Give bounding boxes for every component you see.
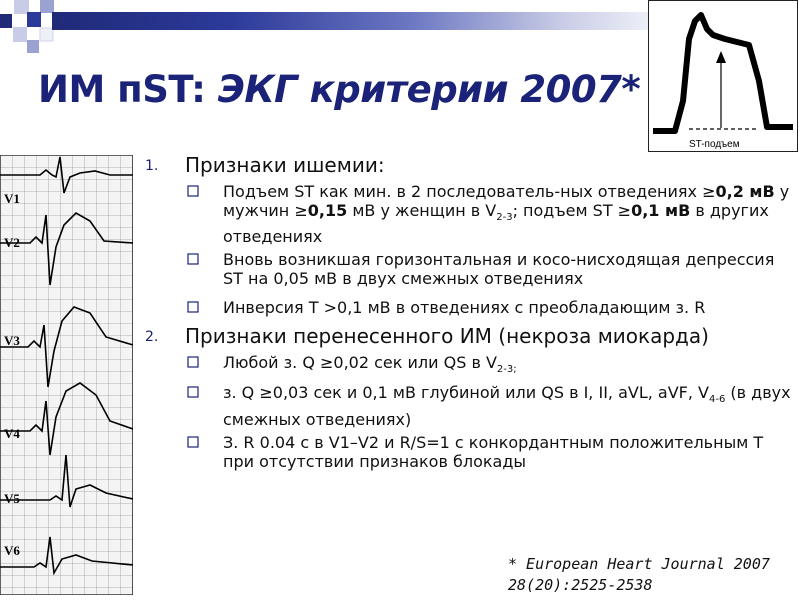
list-number: 1.: [145, 158, 159, 174]
sub-item: [187, 250, 795, 288]
sub-item-text: Вновь возникшая горизонтальная и косо-нисходящая депрессия ST на 0,05 мВ в двух смежных отведениях: [223, 250, 775, 289]
list-number: 2.: [145, 329, 159, 346]
ecg-lead-label: V5: [4, 491, 20, 506]
square-bullet-icon: [187, 185, 201, 198]
title-italic: ЭКГ критерии 2007*: [217, 68, 641, 111]
sub-item: [187, 383, 795, 428]
ecg-lead-label: V6: [4, 543, 20, 558]
ecg-lead-label: V1: [4, 191, 20, 206]
ecg-strip: [0, 155, 133, 595]
sub-item: [187, 433, 795, 471]
reference-line: * European Heart Journal 2007: [508, 555, 770, 573]
ecg-lead-label: V2: [4, 235, 20, 250]
slide-title: [38, 68, 640, 111]
title-plain: ИМ пST:: [38, 68, 206, 111]
list-heading: Признаки перенесенного ИМ (некроза миокарда): [185, 324, 709, 349]
square-bullet-icon: [187, 436, 201, 449]
sub-item-text: Подъем ST как мин. в 2 последователь-ных отведениях ≥0,2 мВ у мужчин ≥0,15 мВ у женщин в $V_{2-3}$; подъем ST ≥0,1 мВ в других отведениях: [223, 182, 790, 247]
sub-item-text: З. R 0.04 с в V1–V2 и R/S=1 с конкордантным положительным Т при отсутствии признаков блокады: [223, 432, 764, 471]
square-bullet-icon: [187, 301, 201, 314]
reference-line: 28(20):2525-2538: [508, 576, 653, 594]
sub-item-text: Любой з. Q ≥0,02 сек или QS в $V_{2-3;}$: [223, 353, 517, 376]
header-accent-bar: [52, 12, 652, 30]
list-item: [145, 152, 795, 178]
inset-caption: ST-подъем: [689, 139, 740, 150]
square-bullet-icon: [187, 253, 201, 266]
square-bullet-icon: [187, 386, 201, 399]
sub-item-text: Инверсия Т >0,1 мВ в отведениях с преобладающим з. R: [223, 298, 706, 318]
sub-item: [187, 298, 795, 317]
list-item: [145, 323, 795, 349]
st-elevation-waveform: [649, 1, 797, 151]
ecg-lead-label: V4: [4, 426, 20, 441]
sub-item-text: з. Q ≥0,03 сек и 0,1 мВ глубиной или QS в I, II, aVL, aVF, $V_{4-6}$ (в двух смежных отведениях): [223, 383, 791, 429]
ecg-lead-label: V3: [4, 333, 20, 348]
criteria-list: [145, 150, 795, 471]
list-heading: Признаки ишемии:: [185, 153, 385, 177]
st-elevation-diagram: [648, 0, 798, 152]
square-bullet-icon: [187, 356, 201, 369]
sub-item: [187, 182, 795, 246]
sub-item: [187, 353, 795, 379]
reference-footnote: [508, 554, 770, 596]
